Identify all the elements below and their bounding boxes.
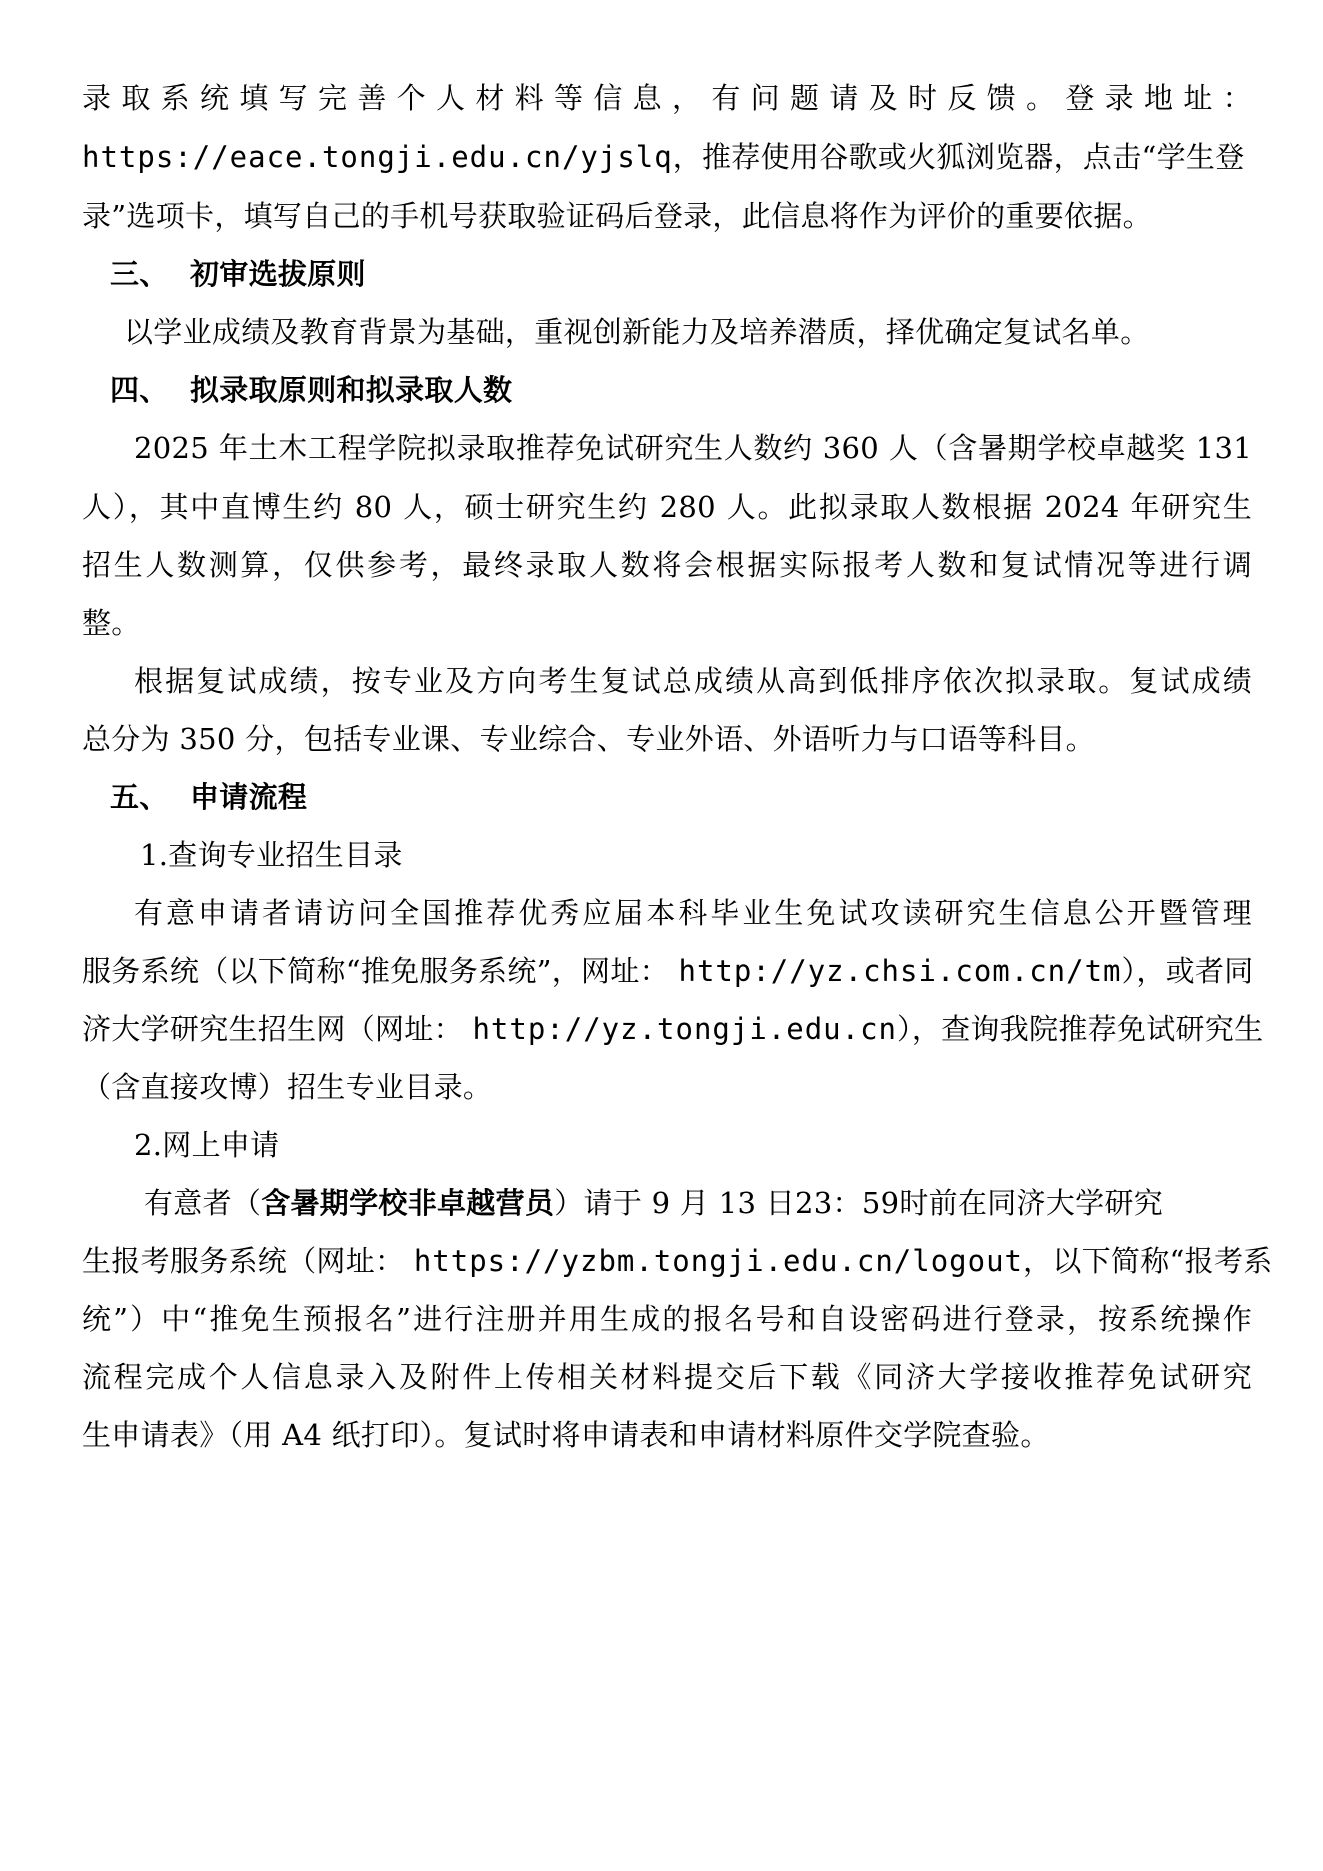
body-text: 济大学研究生招生网（网址：: [82, 1012, 463, 1046]
body-line: 生申请表》（用 A4 纸打印）。复试时将申请表和申请材料原件交学院查验。: [82, 1418, 1050, 1452]
body-text: 有意者（: [144, 1186, 262, 1220]
body-line: 总分为 350 分，包括专业课、专业综合、专业外语、外语听力与口语等科目。: [82, 722, 1095, 756]
chsi-url-link[interactable]: http://yz.chsi.com.cn/tm: [678, 954, 1122, 988]
login-url-link[interactable]: https://eace.tongji.edu.cn/yjslq: [82, 140, 673, 174]
subheading-query-catalog: 1.查询专业招生目录: [140, 838, 403, 872]
body-line: 人），其中直博生约 80 人，硕士研究生约 280 人。此拟录取人数根据 2024 年研究生: [82, 490, 1252, 524]
body-line: [82, 951, 1252, 991]
body-line: 录”选项卡，填写自己的手机号获取验证码后登录，此信息将作为评价的重要依据。: [82, 199, 1152, 233]
body-text: ），或者同: [1121, 954, 1254, 988]
body-text: 生报考服务系统（网址：: [82, 1244, 405, 1278]
section-number: 四、: [110, 373, 169, 407]
body-text: 服务系统（以下简称“推免服务系统”，网址：: [82, 954, 669, 988]
body-line: 根据复试成绩，按专业及方向考生复试总成绩从高到低排序依次拟录取。复试成绩: [134, 664, 1252, 698]
body-text: ，推荐使用谷歌或火狐浏览器，点击“学生登: [672, 140, 1245, 174]
body-line: 整。: [82, 606, 141, 640]
section-heading-4: [110, 370, 1280, 410]
body-line: 以学业成绩及教育背景为基础，重视创新能力及培养潜质，择优确定复试名单。: [124, 315, 1150, 349]
body-line: 2025 年土木工程学院拟录取推荐免试研究生人数约 360 人（含暑期学校卓越奖 131: [134, 431, 1252, 465]
body-line: [82, 1009, 1264, 1049]
subheading-online-application: 2.网上申请: [134, 1128, 280, 1162]
section-heading-5: [110, 777, 1280, 817]
body-text: ，以下简称“报考系: [1023, 1244, 1273, 1278]
section-number: 五、: [110, 780, 169, 814]
section-heading-3: [110, 254, 1280, 294]
body-line: （含直接攻博）招生专业目录。: [82, 1070, 493, 1104]
yz-tongji-url-link[interactable]: http://yz.tongji.edu.cn: [472, 1012, 898, 1046]
body-line: 录取系统填写完善个人材料等信息，有问题请及时反馈。登录地址：: [82, 81, 1252, 115]
section-title: 拟录取原则和拟录取人数: [190, 373, 513, 407]
bold-text: 含暑期学校非卓越营员: [261, 1186, 555, 1220]
body-line: 有意申请者请访问全国推荐优秀应届本科毕业生免试攻读研究生信息公开暨管理: [134, 896, 1252, 930]
body-line: 招生人数测算，仅供参考，最终录取人数将会根据实际报考人数和复试情况等进行调: [82, 548, 1252, 582]
body-text: ），查询我院推荐免试研究生: [897, 1012, 1264, 1046]
body-line: [144, 1183, 1314, 1223]
body-text: ）请于 9 月 13 日23：59时前在同济大学研究: [554, 1186, 1164, 1220]
section-number: 三、: [110, 257, 169, 291]
section-title: 初审选拔原则: [190, 257, 366, 291]
body-line: [82, 137, 1252, 177]
yzbm-url-link[interactable]: https://yzbm.tongji.edu.cn/logout: [413, 1244, 1024, 1278]
body-line: 流程完成个人信息录入及附件上传相关材料提交后下载《同济大学接收推荐免试研究: [82, 1360, 1252, 1394]
body-line: 统”）中“推免生预报名”进行注册并用生成的报名号和自设密码进行登录，按系统操作: [82, 1302, 1252, 1336]
section-title: 申请流程: [190, 780, 308, 814]
body-line: [82, 1241, 1273, 1281]
